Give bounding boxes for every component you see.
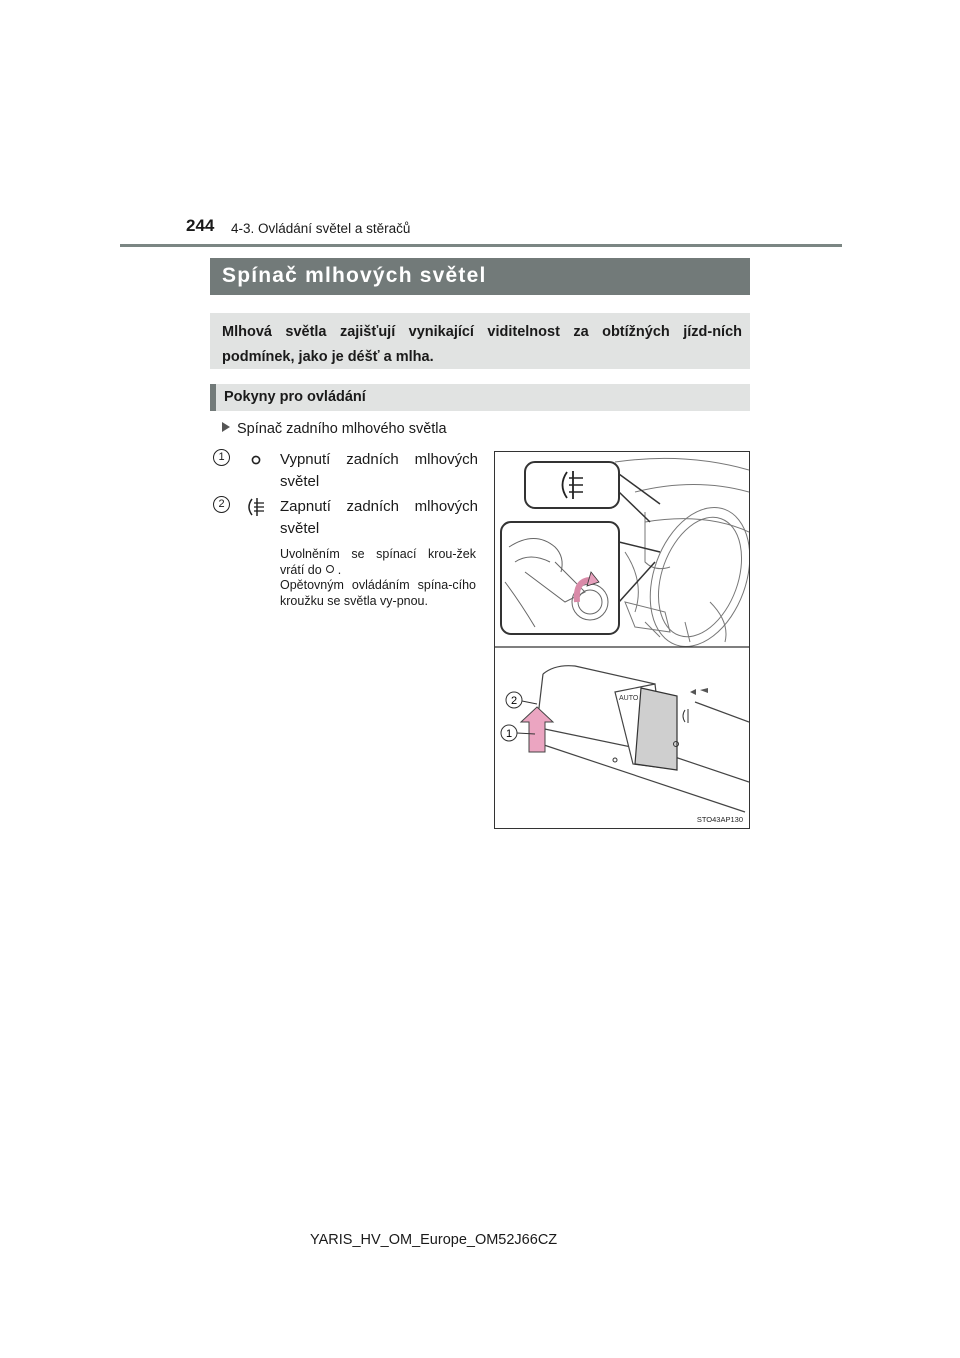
figure-code: STO43AP130 (696, 815, 743, 824)
rear-fog-light-icon (244, 496, 266, 518)
note-part2: . (337, 562, 342, 577)
subsection-title: Pokyny pro ovládání (224, 389, 366, 405)
document-footer: YARIS_HV_OM_Europe_OM52J66CZ (310, 1232, 558, 1248)
bullet-arrow-icon (222, 422, 230, 432)
bullet-text: Spínač zadního mlhového světla (237, 421, 447, 437)
intro-text: Mlhová světla zajišťují vynikající viditelnost za obtížných jízd-ních podmínek, jako je déšť a mlha. (222, 324, 742, 365)
header-divider (120, 244, 842, 247)
subsection-accent (210, 384, 216, 411)
item-number-2: 2 (213, 496, 230, 513)
bullet-heading (222, 421, 447, 437)
page-number: 244 (186, 216, 215, 235)
illustration (495, 452, 749, 828)
callout-1: 1 (505, 728, 513, 740)
item-text-1: Vypnutí zadních mlhových světel (280, 451, 478, 490)
callout-2: 2 (510, 695, 518, 707)
section-title-bar (210, 258, 750, 295)
note-part1: Uvolněním se spínací krou-žek vrátí do (280, 547, 476, 577)
note-line2: Opětovným ovládáním spína-cího kroužku se světla vy-pnou. (280, 578, 476, 608)
item-text-2: Zapnutí zadních mlhových světel (280, 498, 478, 537)
switch-off-icon (248, 452, 264, 468)
subsection-header (210, 384, 750, 411)
note-text (280, 547, 476, 609)
intro-box (210, 313, 750, 369)
auto-label: AUTO (619, 695, 639, 702)
switch-off-inline-icon (326, 565, 334, 573)
item-number-1: 1 (213, 449, 230, 466)
page-title: Spínač mlhových světel (222, 264, 487, 287)
section-breadcrumb: 4-3. Ovládání světel a stěračů (231, 221, 411, 236)
illustration-frame (494, 451, 750, 829)
